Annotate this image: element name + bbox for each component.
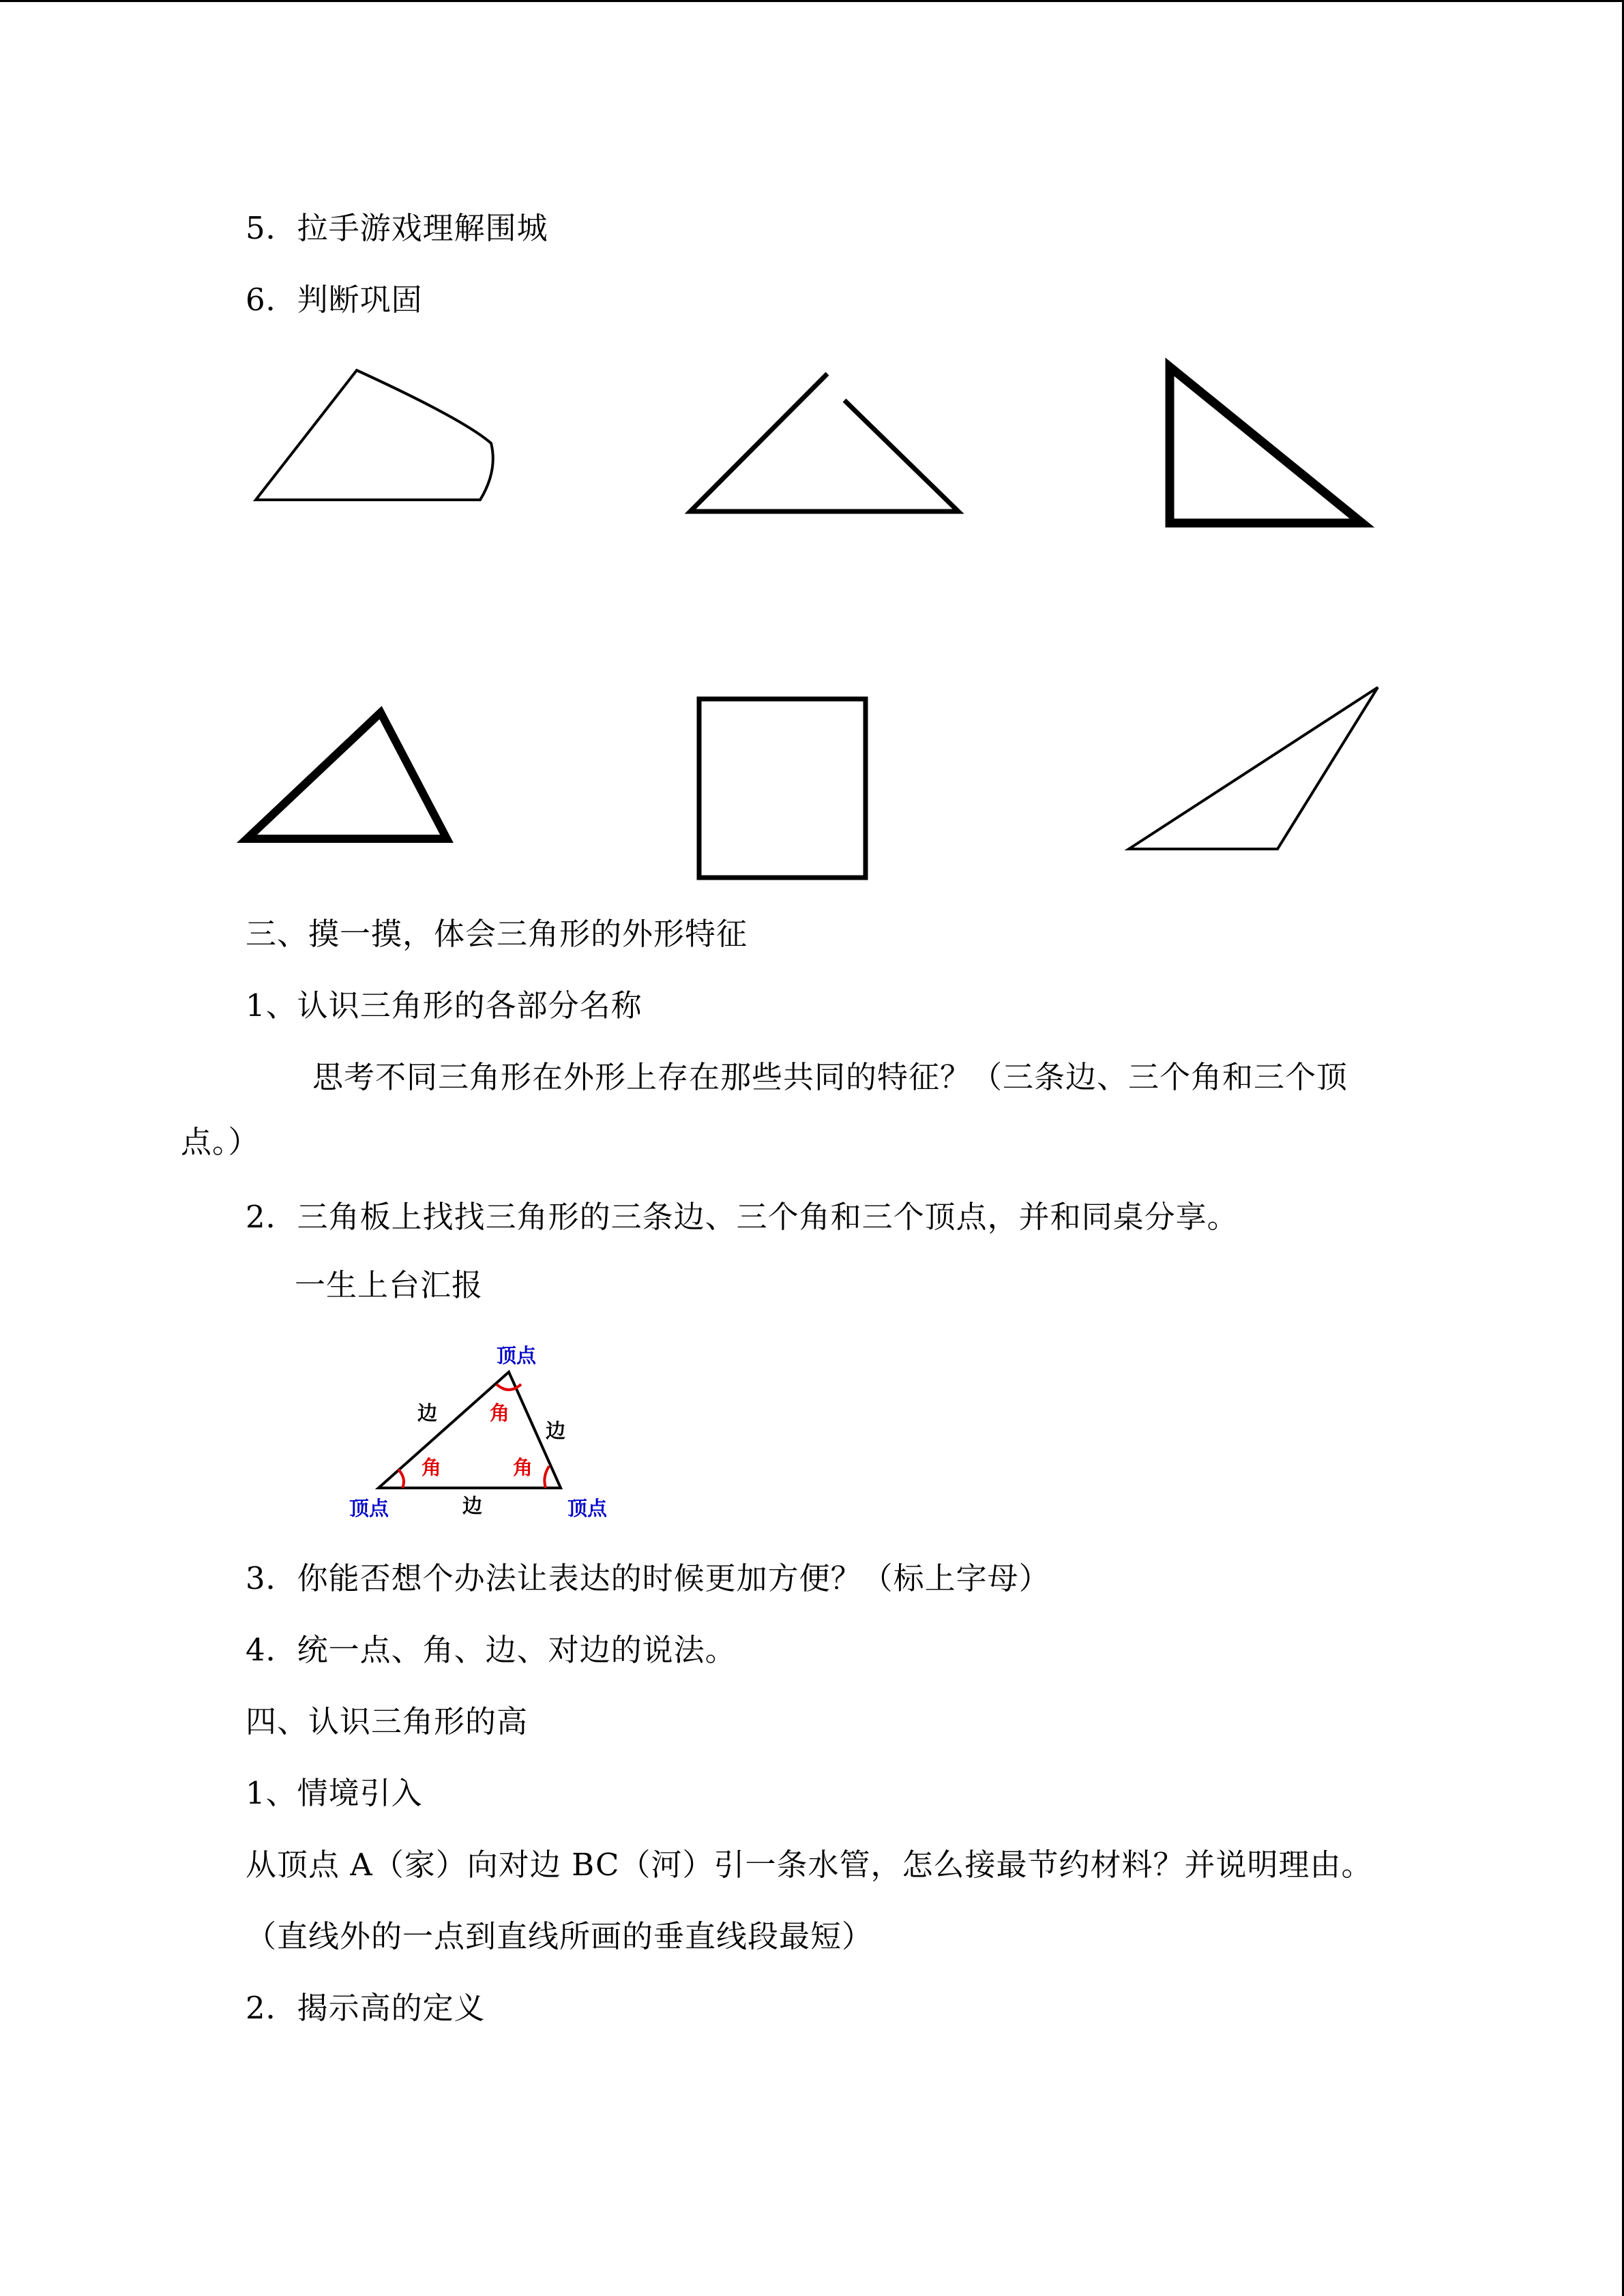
label-vertex-right: 顶点 [567, 1497, 608, 1520]
text-line-3-2: 2．三角板上找找三角形的三条边、三个角和三个顶点，并和同桌分享。 [246, 1199, 1239, 1235]
text-line-4-1: 1、情境引入 [246, 1775, 423, 1811]
text-line-3-1-question-cont: 点。） [181, 1124, 260, 1160]
text-line-3-3: 3．你能否想个办法让表达的时候更加方便？（标上字母） [246, 1560, 1050, 1596]
text-line-6: 6．判断巩固 [246, 282, 423, 318]
label-angle-right: 角 [513, 1456, 533, 1479]
text-line-4-2: 2．揭示高的定义 [246, 1990, 486, 2026]
angle-arc-right [544, 1466, 549, 1488]
label-angle-left: 角 [422, 1456, 442, 1479]
text-line-3-4: 4．统一点、角、边、对边的说法。 [246, 1632, 737, 1668]
label-vertex-left: 顶点 [349, 1497, 389, 1520]
text-line-4-1-scenario: 从顶点 A（家）向对边 BC（河）引一条水管，怎么接最节约材料？并说明理由。 [246, 1847, 1373, 1883]
label-side-bottom: 边 [462, 1494, 483, 1517]
label-side-left: 边 [417, 1401, 438, 1425]
text-line-5: 5．拉手游戏理解围城 [246, 210, 548, 246]
text-line-3-1-question: 思考不同三角形在外形上存在那些共同的特征？（三条边、三个角和三个顶 [312, 1059, 1348, 1095]
label-angle-top: 角 [490, 1401, 510, 1425]
text-line-report: 一生上台汇报 [295, 1267, 484, 1303]
triangle-outline [379, 1372, 561, 1488]
section-4-heading: 四、认识三角形的高 [246, 1703, 529, 1740]
section-3-heading: 三、摸一摸，体会三角形的外形特征 [246, 916, 748, 952]
label-side-right: 边 [546, 1419, 566, 1442]
text-line-4-1-reason: （直线外的一点到直线所画的垂直线段最短） [246, 1918, 874, 1954]
label-vertex-top: 顶点 [497, 1344, 537, 1367]
text-line-3-1: 1、认识三角形的各部分名称 [246, 987, 643, 1024]
angle-arc-left [398, 1470, 404, 1488]
